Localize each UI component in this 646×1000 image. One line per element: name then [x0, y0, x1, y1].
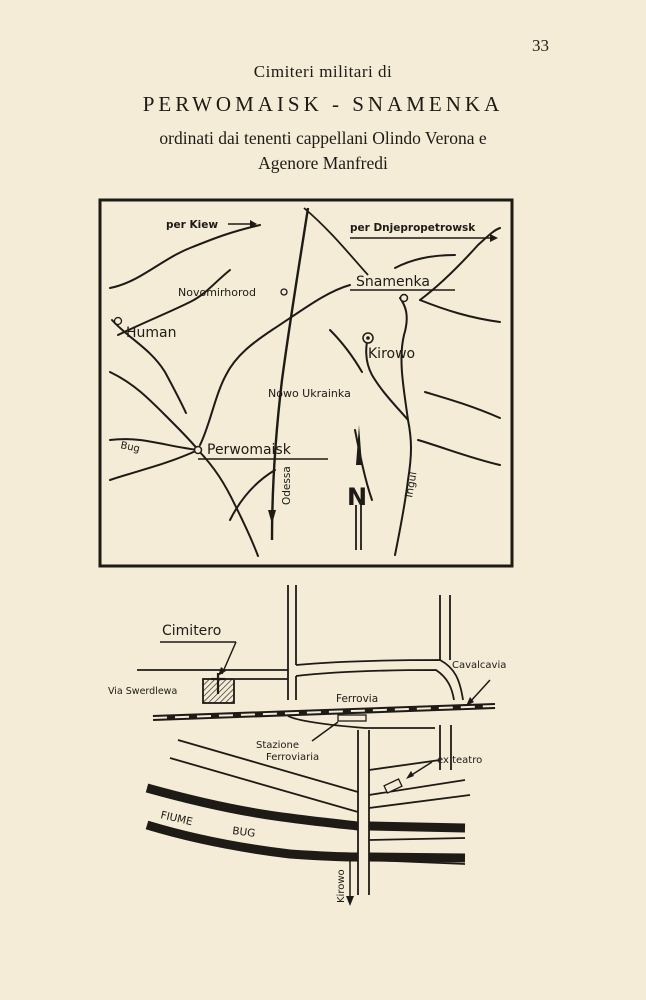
river-nowo	[330, 330, 362, 372]
river-bug-upper-east-fill	[369, 826, 465, 828]
label-odessa: Odessa	[281, 466, 293, 505]
label-ex-teatro: ex teatro	[437, 755, 483, 766]
diag-3	[369, 760, 440, 770]
snamenka-marker	[401, 295, 408, 302]
river-bug-lower-east-fill	[369, 857, 465, 858]
novomirhorod-marker	[281, 289, 287, 295]
cavalcavia-pointer	[470, 680, 490, 702]
label-kirowo: Kirowo	[368, 346, 416, 362]
kirowo-marker-dot	[366, 336, 370, 340]
label-bug: Bug	[119, 440, 141, 455]
dnjepro-arrow-head	[490, 234, 498, 242]
kirowo-arrow-head	[346, 896, 354, 906]
bug-river	[110, 372, 258, 556]
title-line-1: Cimiteri militari di	[253, 62, 393, 81]
label-fiume: FIUME	[159, 809, 194, 829]
human-marker	[115, 318, 122, 325]
odessa-arrow	[268, 510, 276, 524]
label-via-swerdlewa: Via Swerdlewa	[108, 686, 178, 697]
label-bug-river: BUG	[231, 825, 256, 840]
label-stazione: Stazione	[256, 740, 300, 751]
perwomaisk-marker	[195, 447, 202, 454]
subtitle-line-1: ordinati dai tenenti cappellani Olindo Verona e	[159, 128, 487, 148]
page-title: PERWOMAISK - SNAMENKA	[142, 92, 504, 116]
river-north-branch	[110, 225, 260, 288]
label-perwomaisk: Perwomaisk	[207, 442, 291, 458]
label-cimitero: Cimitero	[162, 623, 222, 639]
ingul-river	[395, 298, 411, 555]
subtitle-line-2: Agenore Manfredi	[258, 153, 388, 173]
label-ingul: Ingul	[403, 470, 420, 499]
label-kirowo-road: Kirowo	[336, 869, 347, 903]
river-ne	[420, 228, 500, 300]
town-map	[108, 585, 506, 906]
river-ne-3	[395, 255, 455, 268]
station-building	[338, 715, 366, 721]
region-map	[100, 200, 512, 566]
river-e-2	[418, 440, 500, 465]
river-ne-2	[420, 300, 500, 322]
label-ferroviaria: Ferroviaria	[266, 752, 320, 763]
station-loop	[296, 660, 463, 700]
label-snamenka: Snamenka	[356, 274, 430, 290]
diag-5	[369, 795, 470, 808]
diag-4	[369, 780, 465, 795]
river-sw-branch-2	[110, 450, 198, 480]
label-cavalcavia: Cavalcavia	[452, 660, 507, 671]
teatro-pointer-head	[406, 771, 414, 779]
label-ferrovia: Ferrovia	[336, 693, 379, 705]
label-north: N	[347, 483, 368, 511]
page-number: 33	[532, 36, 549, 55]
road-north-extension	[304, 208, 368, 275]
street-right-h	[369, 838, 465, 840]
label-novomirhorod: Novomirhorod	[178, 286, 256, 299]
label-per-dnjepropetrowsk: per Dnjepropetrowsk	[350, 222, 476, 234]
label-per-kiew: per Kiew	[166, 219, 219, 231]
label-human: Human	[126, 325, 177, 341]
river-central-2	[230, 470, 275, 520]
river-central	[200, 285, 350, 445]
label-nowo-ukrainka: Nowo Ukrainka	[268, 387, 351, 400]
river-e	[425, 392, 500, 418]
